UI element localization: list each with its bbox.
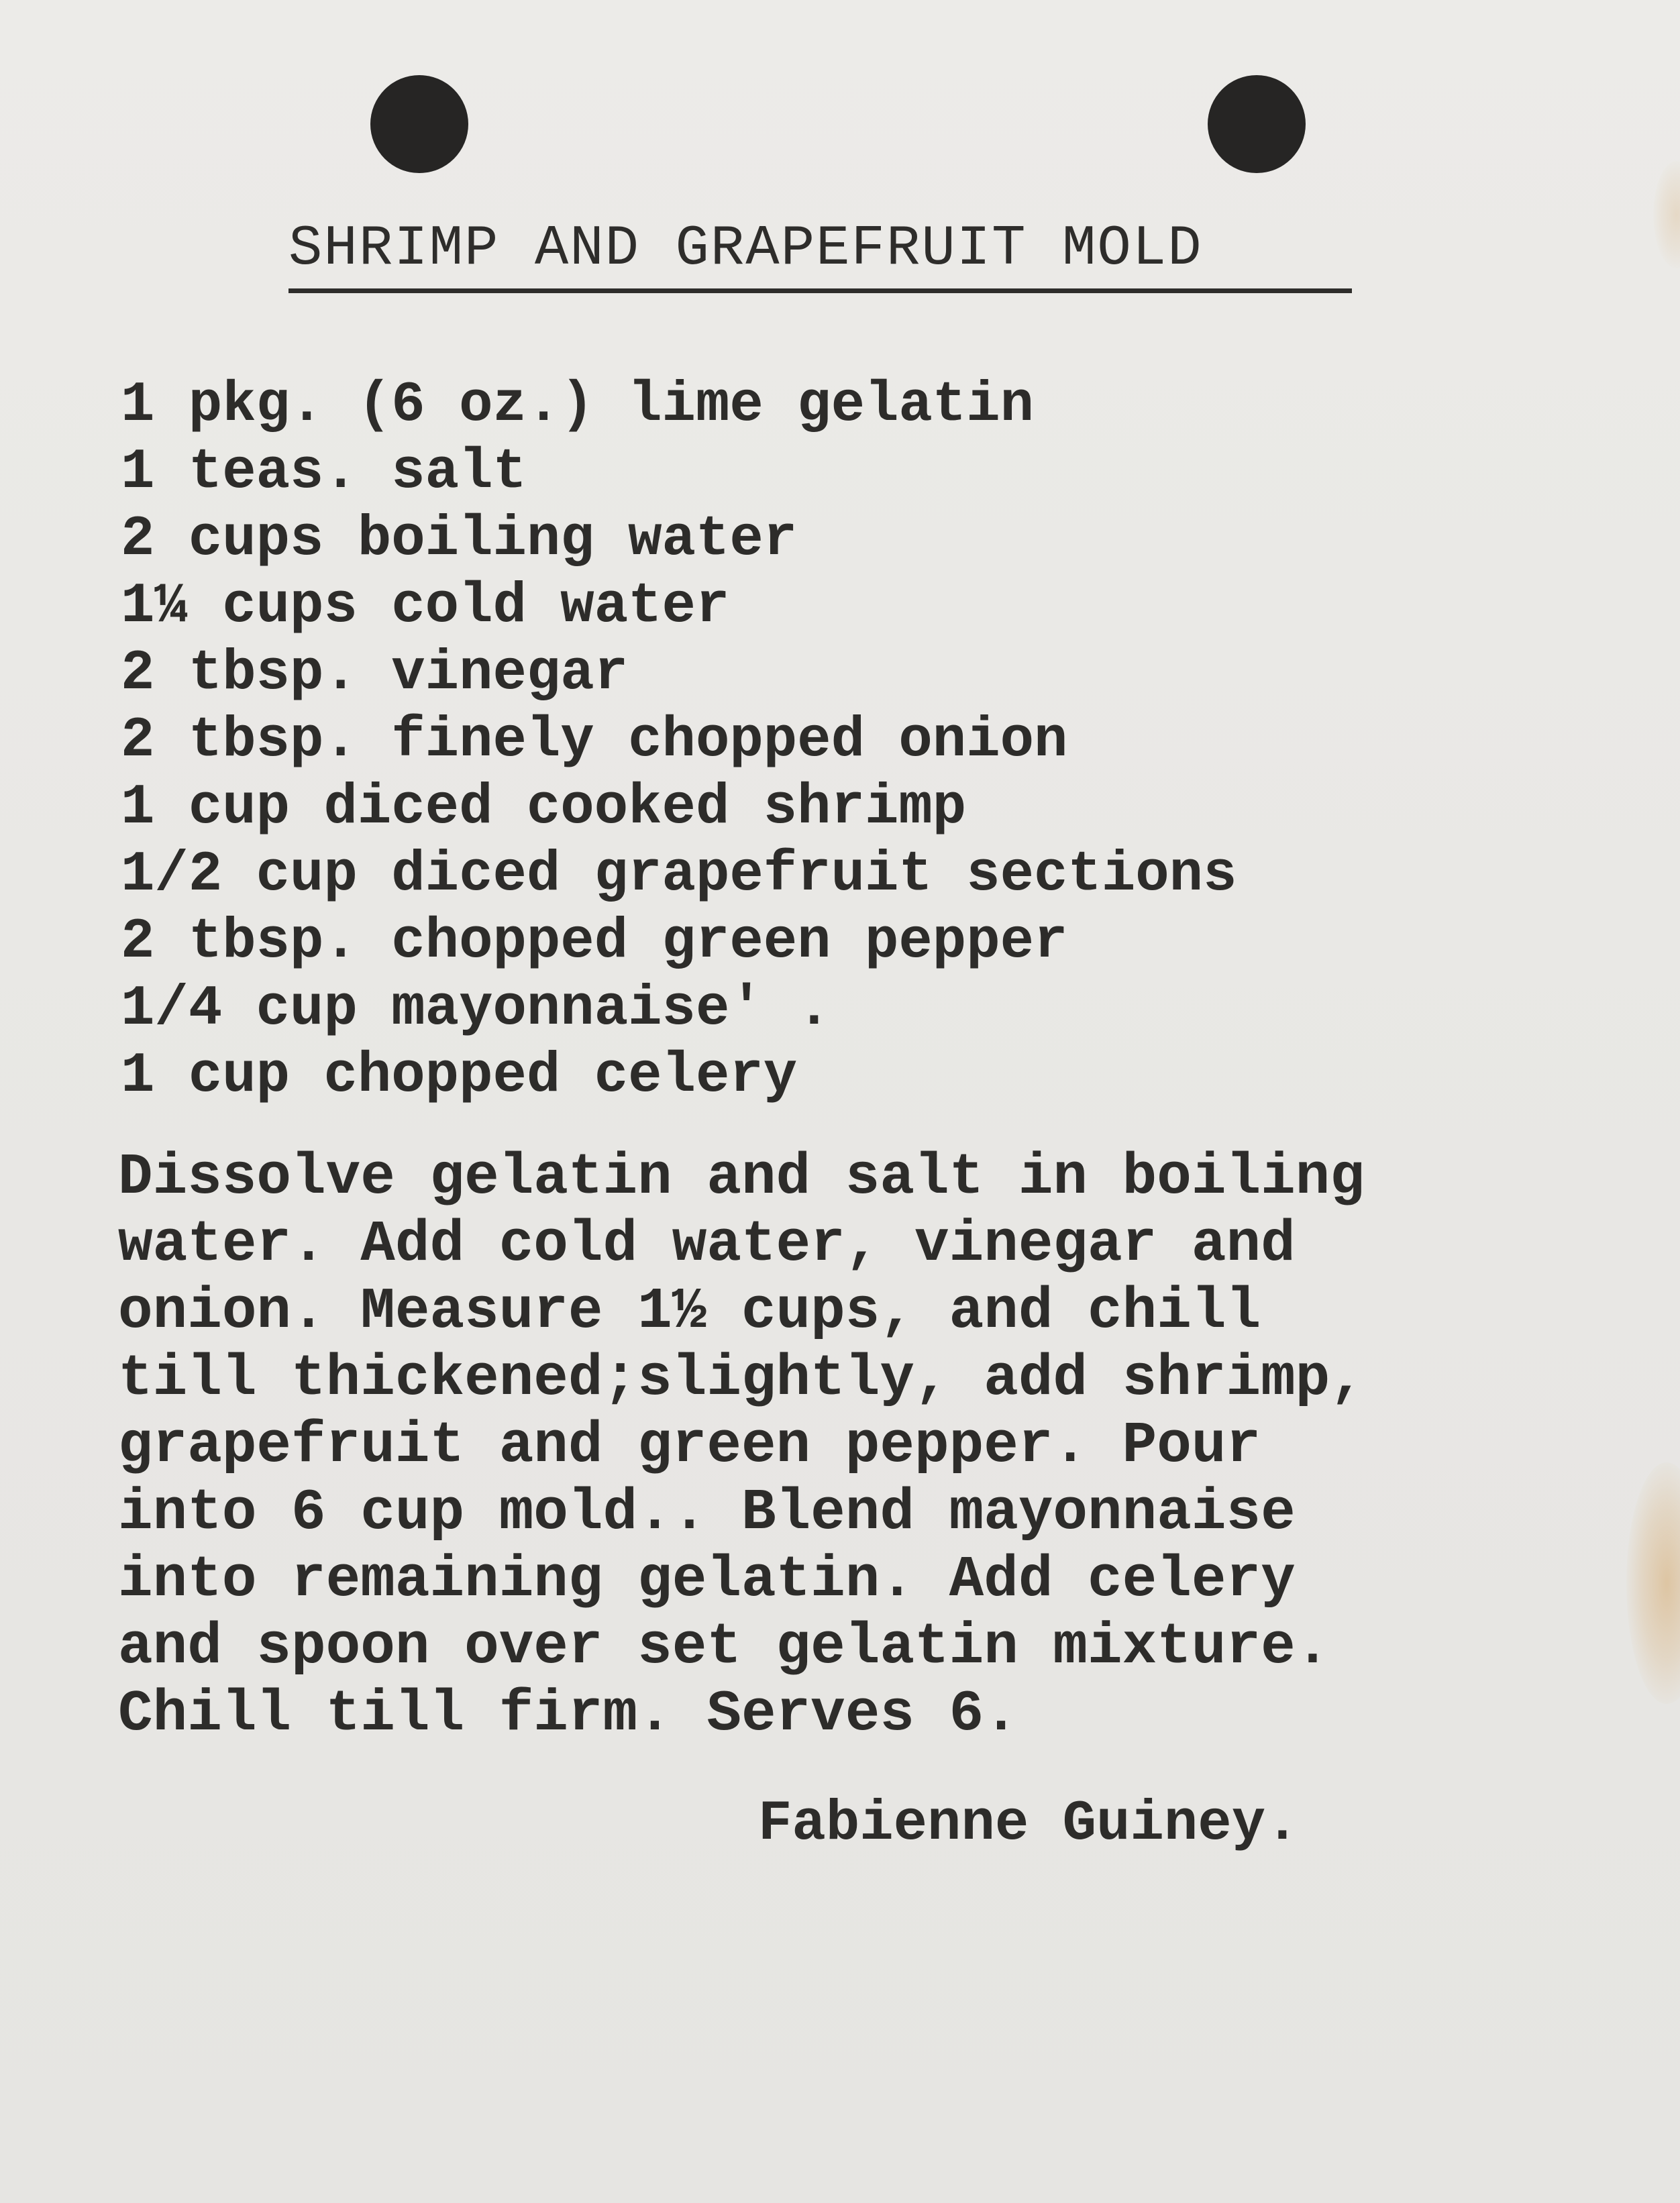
punch-hole-left [370,75,468,173]
directions-line: grapefruit and green pepper. Pour [118,1413,1261,1479]
paper-stain [1626,1462,1680,1704]
directions-line: onion. Measure 1½ cups, and chill [118,1279,1261,1344]
paper-stain [1653,161,1680,268]
ingredient-line: 2 cups boiling water [121,508,798,572]
ingredient-line: 2 tbsp. vinegar [121,642,629,706]
directions-line: water. Add cold water, vinegar and [118,1212,1296,1277]
ingredient-line: 1¼ cups cold water [121,575,730,639]
directions-line: and spoon over set gelatin mixture. [118,1614,1330,1680]
ingredient-line: 1 cup diced cooked shrimp [121,776,967,840]
directions-line: till thickened;slightly, add shrimp, [118,1346,1365,1411]
ingredient-line: 2 tbsp. finely chopped onion [121,709,1068,773]
directions-line: Chill till firm. Serves 6. [118,1681,1018,1747]
ingredient-line: 1/2 cup diced grapefruit sections [121,843,1237,907]
directions-line: into remaining gelatin. Add celery [118,1547,1296,1613]
directions-line: into 6 cup mold.. Blend mayonnaise [118,1480,1296,1546]
ingredient-list [121,372,1237,1110]
ingredient-line: 2 tbsp. chopped green pepper [121,910,1068,974]
punch-hole-right [1208,75,1306,173]
ingredient-line: 1/4 cup mayonnaise' . [121,977,831,1041]
title-underline [288,288,1352,293]
author-signature: Fabienne Guiney. [758,1792,1300,1856]
directions-line: Dissolve gelatin and salt in boiling [118,1144,1365,1210]
directions-paragraph [118,1144,1365,1748]
recipe-title: SHRIMP AND GRAPEFRUIT MOLD [288,217,1203,281]
ingredient-line: 1 pkg. (6 oz.) lime gelatin [121,374,1035,437]
ingredient-line: 1 teas. salt [121,441,527,504]
ingredient-line: 1 cup chopped celery [121,1044,798,1108]
